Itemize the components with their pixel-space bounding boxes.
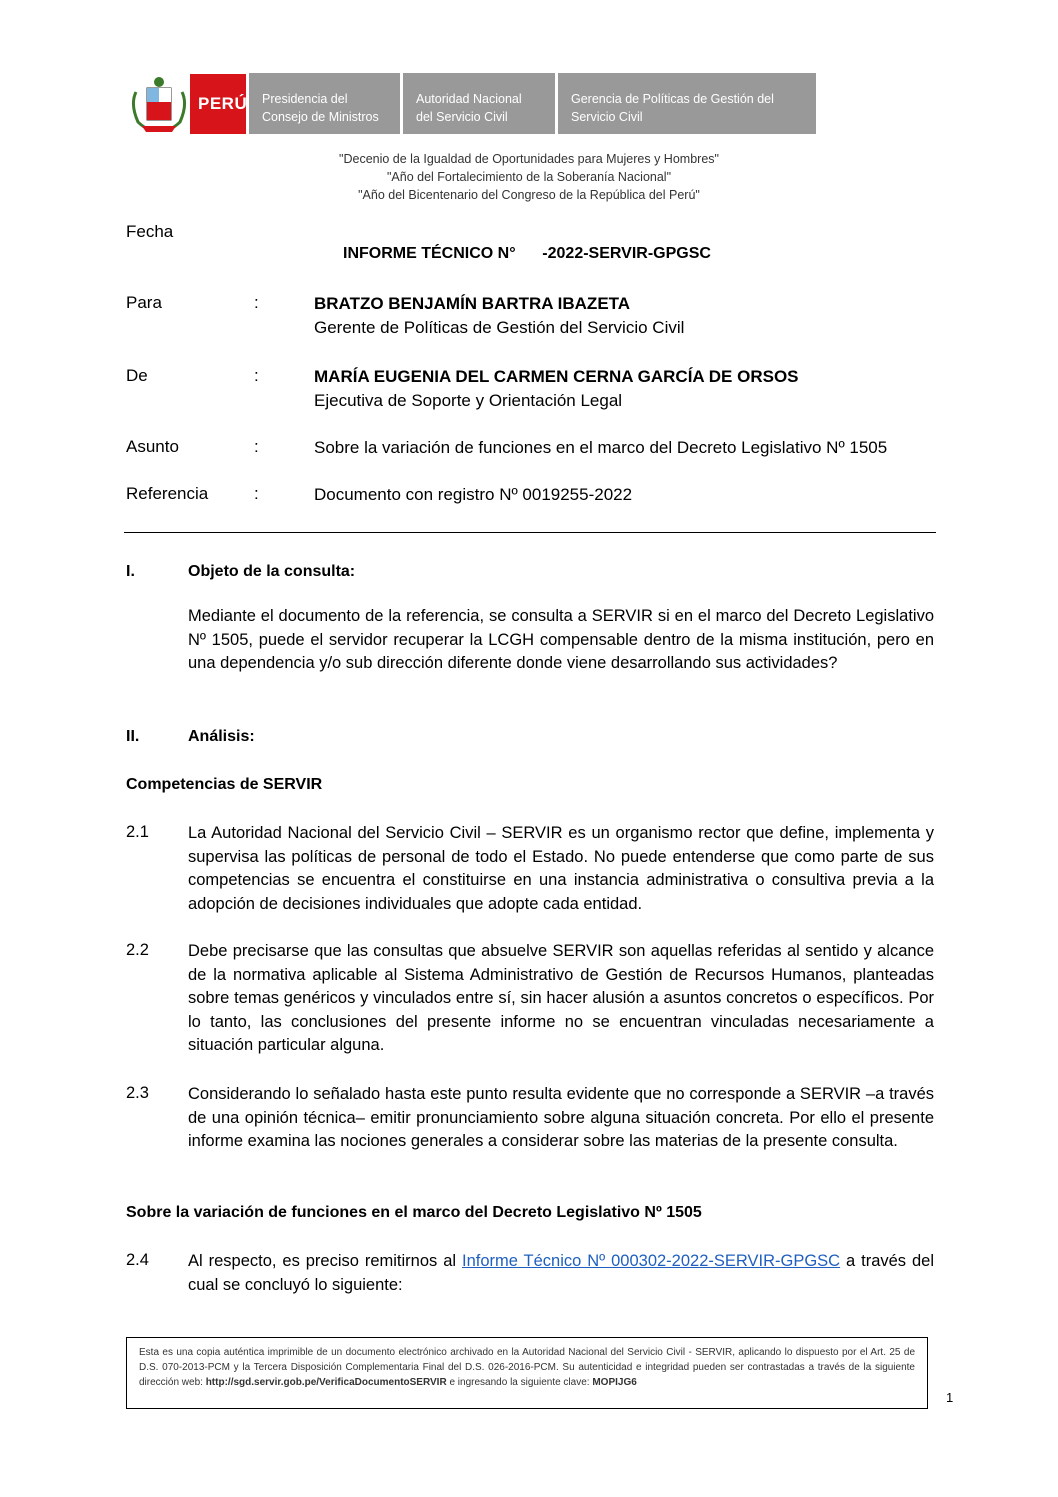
asunto-value: Sobre la variación de funciones en el marco del Decreto Legislativo Nº 1505 — [314, 438, 888, 457]
paragraph-2-4-post: a través del cual se concluyó lo siguiente: — [188, 1252, 934, 1294]
section1-text: Mediante el documento de la referencia, se consulta a SERVIR si en el marco del Decreto Legislativo Nº 1505, puede el servidor recuperar la LCGH compensable dentro de la misma institución, pero en una dependencia y/o sub dirección diferente donde viene desarrollando sus actividades? — [188, 607, 934, 672]
footer-url: http://sgd.servir.gob.pe/VerificaDocumentoSERVIR — [205, 1377, 447, 1388]
para-name: BRATZO BENJAMÍN BARTRA IBAZETA — [314, 294, 631, 313]
de-value — [314, 365, 799, 413]
header-box-servir-line1: Autoridad Nacional — [416, 92, 522, 106]
footer-text-mid: e ingresando la siguiente clave: — [446, 1377, 593, 1388]
referencia-colon: : — [254, 484, 259, 503]
de-colon: : — [254, 366, 259, 385]
subheading-variacion: Sobre la variación de funciones en el marco del Decreto Legislativo Nº 1505 — [126, 1204, 702, 1221]
header-box-servir — [403, 73, 555, 134]
footer-clave: MOPIJG6 — [592, 1377, 637, 1388]
header-box-servir-line2: del Servicio Civil — [416, 110, 508, 124]
asunto-colon: : — [254, 437, 259, 456]
paragraph-number-2-3: 2.3 — [126, 1084, 149, 1102]
para-role: Gerente de Políticas de Gestión del Servicio Civil — [314, 318, 685, 337]
footer-text: Esta es una copia auténtica imprimible de un documento electrónico archivado en la Autoridad Nacional del Servicio Civil - SERVIR, aplicando lo dispuesto por el Art. 25 de D.S. 070-2013-PCM y la Tercera Disposición Complementaria Final del D.S. 026-2016-PCM. Su autenticidad e integridad pueden ser contrastadas a través de la siguiente dirección web: — [139, 1347, 915, 1388]
para-value — [314, 292, 684, 340]
header-box-pcm-line1: Presidencia del — [262, 92, 348, 106]
header-box-gerencia-line1: Gerencia de Políticas de Gestión del — [571, 92, 774, 106]
section2-number: II. — [126, 728, 140, 745]
paragraph-2-3: Considerando lo señalado hasta este punto resulta evidente que no corresponde a SERVIR –a través de una opinión técnica– emitir pronunciamiento sobre alguna situación concreta. Por ello el presente informe examina las nociones generales a considerar sobre las materias de la presente consulta. — [188, 1085, 934, 1150]
peru-logo — [190, 74, 246, 134]
para-colon: : — [254, 293, 259, 312]
de-label: De — [126, 366, 148, 385]
paragraph-2-1: La Autoridad Nacional del Servicio Civil – SERVIR es un organismo rector que define, implementa y supervisa las políticas de personal de todo el Estado. No puede entenderse que como parte de sus competencias se encuentra el constituirse en una instancia administrativa o consultiva previa a la adopción de decisiones individuales que adopte cada entidad. — [188, 824, 934, 913]
header-box-gerencia — [558, 73, 816, 134]
paragraph-number-2-1: 2.1 — [126, 823, 149, 841]
informe-tecnico-link[interactable]: Informe Técnico Nº 000302-2022-SERVIR-GPGSC — [461, 1252, 841, 1270]
header-box-pcm-line2: Consejo de Ministros — [262, 110, 379, 124]
subheading-competencias: Competencias de SERVIR — [126, 776, 323, 793]
mottos — [120, 150, 938, 204]
paragraph-2-2: Debe precisarse que las consultas que absuelve SERVIR son aquellas referidas al sentido y alcance de la normativa aplicable al Sistema Administrativo de Gestión de Recursos Humanos, planteadas sobre temas genéricos y vinculados entre sí, sin hacer alusión a asuntos concretos o específicos. Por lo tanto, las conclusiones del presente informe no se encuentran vinculadas necesariamente a situación particular alguna. — [188, 942, 934, 1054]
peru-coat-of-arms-icon — [128, 74, 190, 134]
informe-title: INFORME TÉCNICO N° -2022-SERVIR-GPGSC — [343, 245, 711, 262]
referencia-value: Documento con registro Nº 0019255-2022 — [314, 485, 633, 504]
header-box-pcm — [249, 73, 400, 134]
paragraph-2-4-pre: Al respecto, es preciso remitirnos al — [188, 1252, 462, 1270]
asunto-label: Asunto — [126, 437, 179, 456]
section2-title: Análisis: — [188, 728, 255, 745]
section1-title: Objeto de la consulta: — [188, 563, 356, 580]
paragraph-number-2-4: 2.4 — [126, 1251, 149, 1269]
peru-label: PERÚ — [198, 94, 248, 113]
page-number: 1 — [946, 1390, 954, 1405]
section1-number: I. — [126, 563, 135, 580]
motto-line: "Decenio de la Igualdad de Oportunidades para Mujeres y Hombres" — [339, 152, 719, 166]
motto-line: "Año del Bicentenario del Congreso de la República del Perú" — [358, 188, 700, 202]
referencia-label: Referencia — [126, 484, 209, 503]
de-name: MARÍA EUGENIA DEL CARMEN CERNA GARCÍA DE ORSOS — [314, 367, 799, 386]
fecha-label: Fecha — [126, 222, 174, 241]
authenticity-footer — [126, 1337, 928, 1409]
divider — [124, 532, 936, 533]
header-box-gerencia-line2: Servicio Civil — [571, 110, 643, 124]
paragraph-number-2-2: 2.2 — [126, 941, 149, 959]
de-role: Ejecutiva de Soporte y Orientación Legal — [314, 391, 623, 410]
motto-line: "Año del Fortalecimiento de la Soberanía Nacional" — [386, 170, 672, 184]
para-label: Para — [126, 293, 162, 312]
paragraph-2-4 — [188, 1250, 934, 1297]
